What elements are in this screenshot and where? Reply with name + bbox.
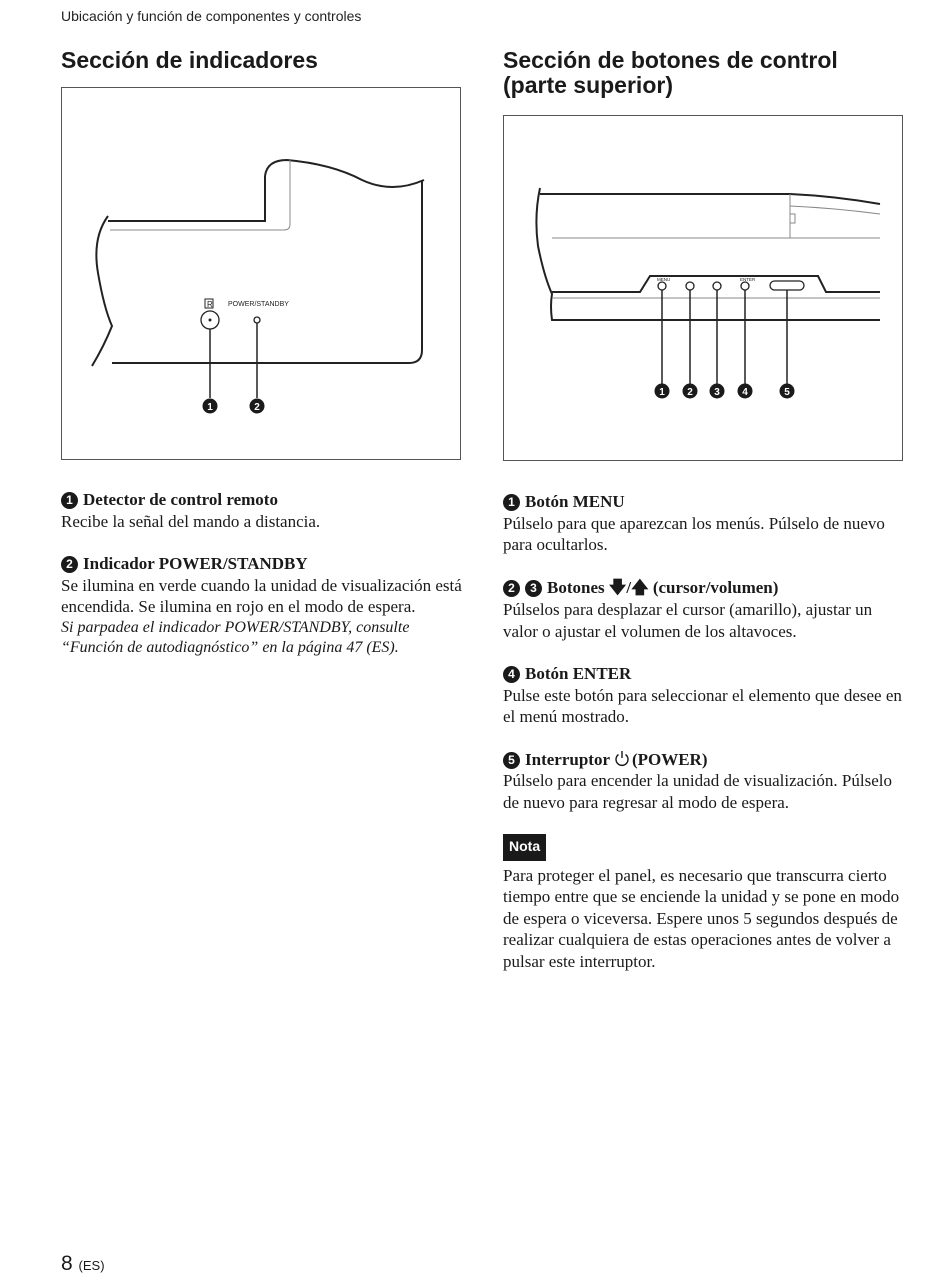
menu-button xyxy=(658,282,666,290)
callout-2 xyxy=(250,399,265,414)
item-heading: 1 Detector de control remoto xyxy=(61,489,466,511)
indicator-illustration xyxy=(62,88,460,459)
svg-text:1: 1 xyxy=(207,402,213,413)
item-heading: 2 3 Botones 🡇/🡅 (cursor/volumen) xyxy=(503,577,908,600)
item-text: Se ilumina en verde cuando la unidad de visualización está encendida. Se ilumina en rojo en el modo de espera. xyxy=(61,575,462,616)
item-cursor-buttons xyxy=(503,577,908,643)
number-badge: 4 xyxy=(503,666,520,683)
number-badge: 5 xyxy=(503,752,520,769)
title-line-1: Sección de botones de control xyxy=(503,47,838,73)
svg-text:2: 2 xyxy=(254,402,260,413)
page-number: 8 (ES) xyxy=(61,1252,105,1275)
svg-text:1: 1 xyxy=(659,387,665,398)
number-badge: 2 xyxy=(61,556,78,573)
power-standby-label: POWER/STANDBY xyxy=(228,301,289,308)
item-menu-button xyxy=(503,491,908,556)
svg-text:5: 5 xyxy=(784,387,790,398)
power-switch xyxy=(770,281,804,290)
menu-label: MENU xyxy=(657,277,671,282)
number-badge: 2 xyxy=(503,580,520,597)
power-standby-led xyxy=(254,317,260,323)
item-power-switch xyxy=(503,749,908,814)
note-block xyxy=(503,834,908,972)
item-text: Recibe la señal del mando a distancia. xyxy=(61,511,321,531)
button-descriptions xyxy=(503,491,908,972)
indicator-descriptions xyxy=(61,489,466,679)
section-title-indicadores: Sección de indicadores xyxy=(61,47,318,73)
down-arrow-icon: 🡇 xyxy=(608,577,627,598)
callout-4 xyxy=(738,384,753,399)
callout-1 xyxy=(655,384,670,399)
item-heading: 5 Interruptor (POWER) xyxy=(503,749,908,771)
number-badge: 3 xyxy=(525,580,542,597)
callout-1 xyxy=(203,399,218,414)
left-column xyxy=(61,48,461,73)
power-icon xyxy=(614,750,630,767)
control-buttons-figure xyxy=(503,115,903,461)
item-enter-button xyxy=(503,663,908,728)
number-badge: 1 xyxy=(503,494,520,511)
item-heading: 1 Botón MENU xyxy=(503,491,908,513)
item-text: Pulse este botón para seleccionar el elemento que desee en el menú mostrado. xyxy=(503,685,902,726)
svg-text:2: 2 xyxy=(687,387,693,398)
item-heading: 2 Indicador POWER/STANDBY xyxy=(61,553,466,575)
up-button xyxy=(713,282,721,290)
note-text: Para proteger el panel, es necesario que transcurra cierto tiempo entre que se enciende la unidad y se pone en modo de espera o viceversa. Espere unos 5 segundos después de realizar cualquiera de estas operaciones antes de volver a pulsar este interruptor. xyxy=(503,865,900,971)
item-heading: 4 Botón ENTER xyxy=(503,663,908,685)
remote-glyph-letter: R xyxy=(207,300,213,309)
svg-text:4: 4 xyxy=(742,387,748,398)
italic-note: Si parpadea el indicador POWER/STANDBY, consulte “Función de autodiagnóstico” en la página 47 (ES). xyxy=(61,618,410,656)
up-arrow-icon: 🡅 xyxy=(631,577,649,598)
section-title-botones xyxy=(503,48,903,98)
svg-text:3: 3 xyxy=(714,387,720,398)
item-remote-detector xyxy=(61,489,466,532)
item-text: Púlselo para que aparezcan los menús. Púlselo de nuevo para ocultarlos. xyxy=(503,513,885,554)
nota-badge: Nota xyxy=(503,834,546,861)
item-text: Púlselos para desplazar el cursor (amarillo), ajustar un valor o ajustar el volumen de los altavoces. xyxy=(503,600,873,641)
enter-button xyxy=(741,282,749,290)
title-line-2: (parte superior) xyxy=(503,72,673,98)
callout-3 xyxy=(710,384,725,399)
item-text: Púlselo para encender la unidad de visualización. Púlselo de nuevo para regresar al modo de espera. xyxy=(503,771,892,812)
callout-2 xyxy=(683,384,698,399)
number-badge: 1 xyxy=(61,492,78,509)
right-column xyxy=(503,48,903,98)
running-header: Ubicación y función de componentes y controles xyxy=(61,8,362,24)
item-power-standby xyxy=(61,553,466,658)
down-button xyxy=(686,282,694,290)
enter-label: ENTER xyxy=(740,277,756,282)
control-buttons-illustration xyxy=(504,116,902,460)
callout-5 xyxy=(780,384,795,399)
indicator-figure xyxy=(61,87,461,460)
